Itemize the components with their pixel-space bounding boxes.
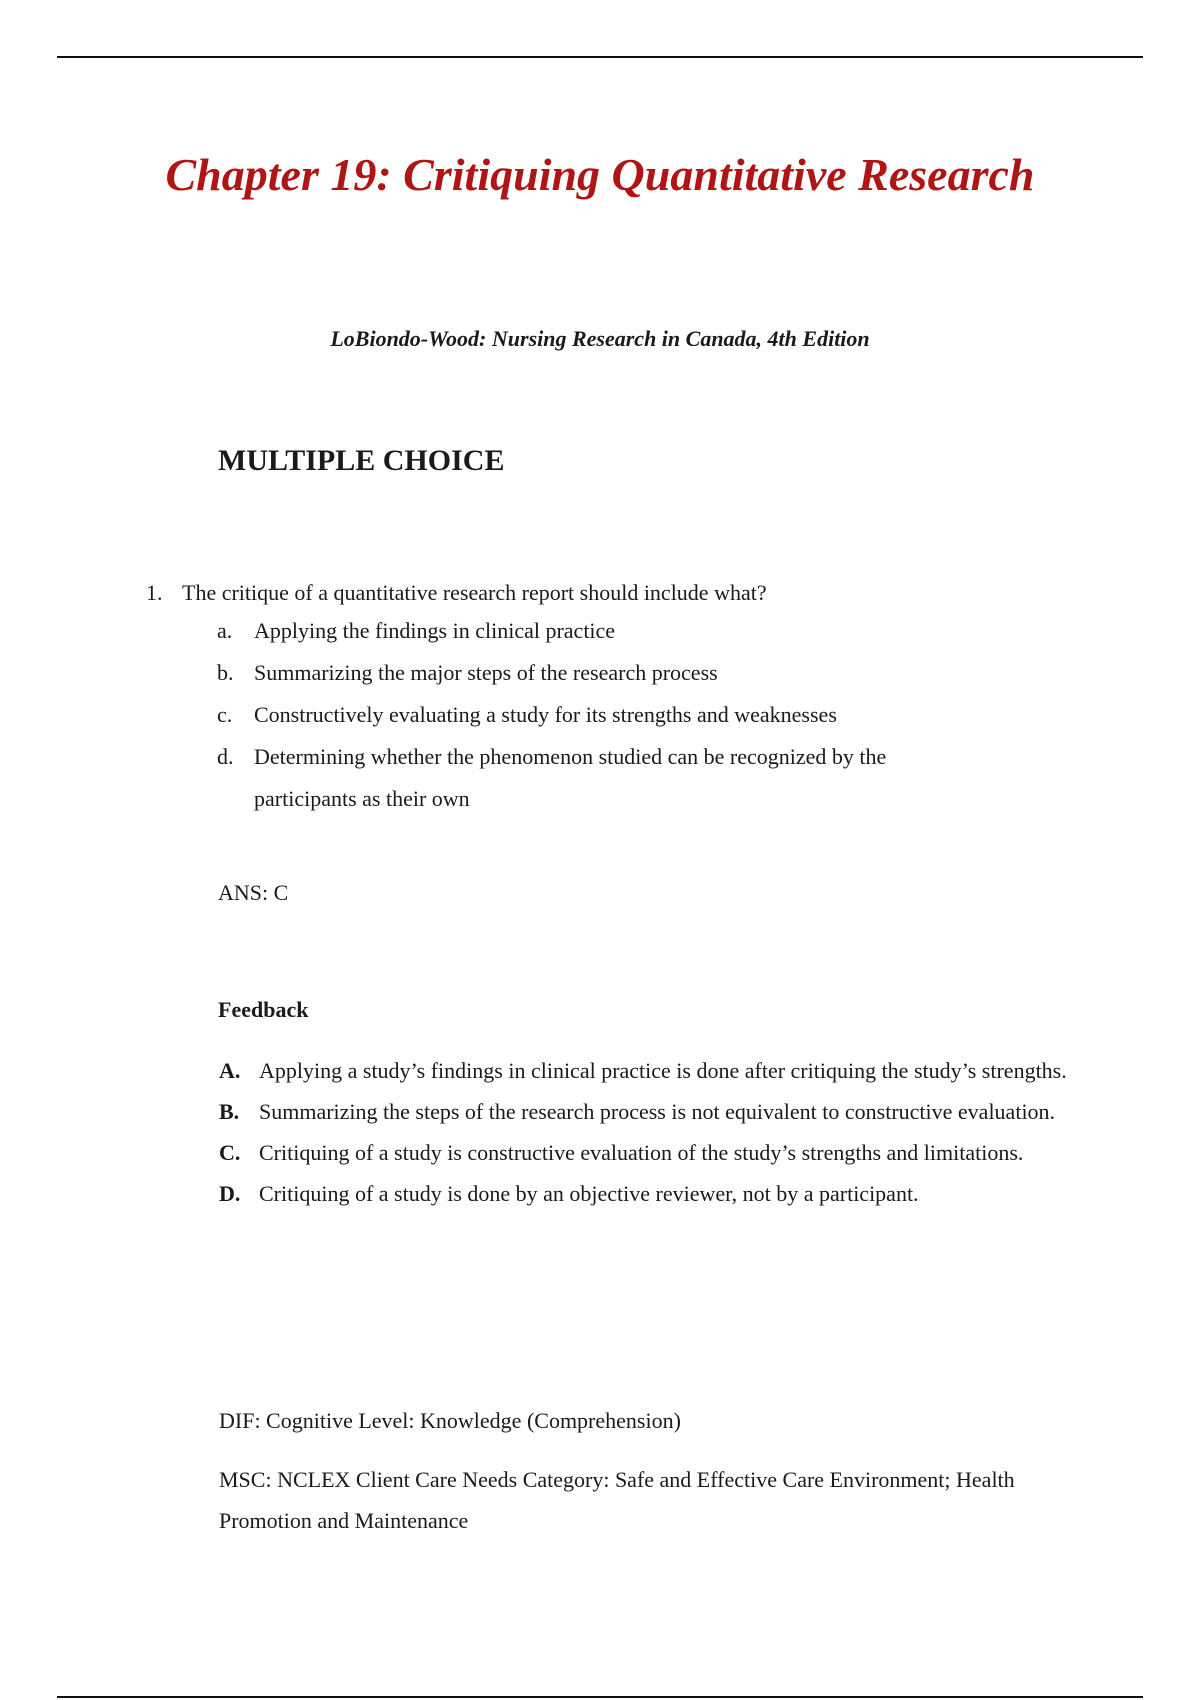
feedback-list [219, 1050, 1079, 1214]
feedback-letter: C. [219, 1140, 241, 1165]
answer-key: ANS: C [218, 880, 289, 905]
feedback-letter: D. [219, 1181, 241, 1206]
option-letter: c. [217, 702, 233, 727]
answer-options [217, 610, 977, 820]
difficulty-level: DIF: Cognitive Level: Knowledge (Comprehension) [219, 1408, 681, 1433]
feedback-item-b [219, 1091, 1079, 1132]
question-stem [146, 572, 767, 614]
feedback-letter: B. [219, 1099, 240, 1124]
option-text: Applying the findings in clinical practice [254, 618, 616, 643]
top-rule [57, 56, 1143, 58]
option-letter: b. [217, 660, 234, 685]
question-number: 1. [146, 580, 163, 605]
option-text: Determining whether the phenomenon studied can be recognized by the participants as their own [254, 744, 887, 811]
option-letter: d. [217, 744, 234, 769]
nclex-category: MSC: NCLEX Client Care Needs Category: Safe and Effective Care Environment; Health Promotion and Maintenance [219, 1467, 1015, 1533]
feedback-text: Applying a study’s findings in clinical practice is done after critiquing the study’s strengths. [259, 1058, 1067, 1083]
feedback-text: Critiquing of a study is constructive evaluation of the study’s strengths and limitations. [259, 1140, 1024, 1165]
option-letter: a. [217, 618, 233, 643]
bottom-rule [57, 1696, 1143, 1698]
feedback-item-d [219, 1173, 1079, 1214]
book-subtitle: LoBiondo-Wood: Nursing Research in Canada, 4th Edition [330, 326, 870, 351]
section-heading: MULTIPLE CHOICE [218, 444, 505, 477]
option-a [217, 610, 977, 652]
feedback-text: Summarizing the steps of the research process is not equivalent to constructive evaluation. [259, 1099, 1056, 1124]
option-b [217, 652, 977, 694]
feedback-item-c [219, 1132, 1079, 1173]
feedback-heading: Feedback [218, 997, 309, 1022]
option-d [217, 736, 977, 820]
chapter-title: Chapter 19: Critiquing Quantitative Research [165, 149, 1035, 200]
feedback-letter: A. [219, 1058, 241, 1083]
feedback-item-a [219, 1050, 1079, 1091]
option-text: Constructively evaluating a study for its strengths and weaknesses [254, 702, 837, 727]
feedback-text: Critiquing of a study is done by an objective reviewer, not by a participant. [259, 1181, 919, 1206]
option-text: Summarizing the major steps of the research process [254, 660, 718, 685]
option-c [217, 694, 977, 736]
question-text: The critique of a quantitative research report should include what? [182, 580, 767, 605]
